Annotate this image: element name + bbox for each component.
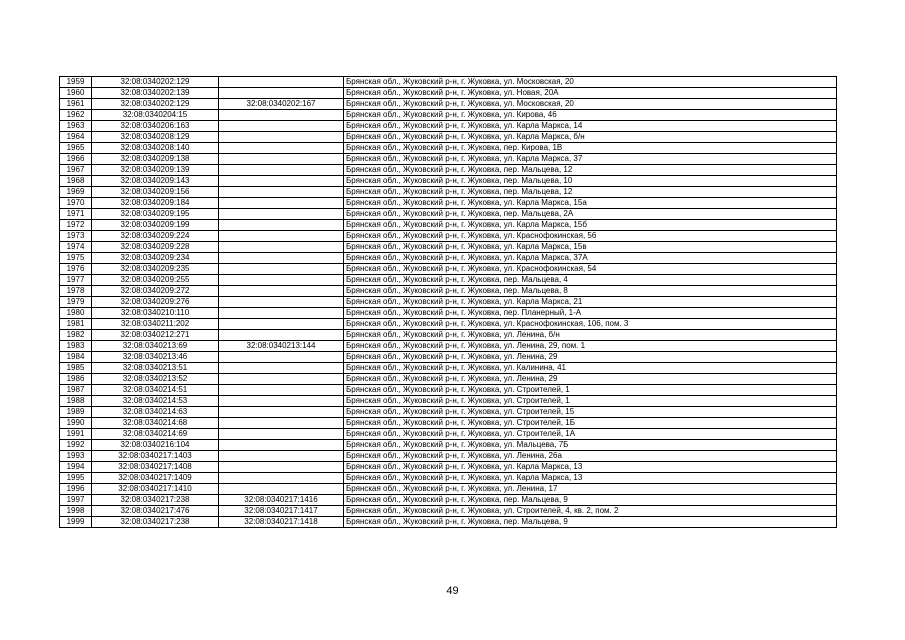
related-cadastral-number-cell <box>219 462 344 473</box>
row-number-cell: 1991 <box>60 429 92 440</box>
row-number-cell: 1980 <box>60 308 92 319</box>
table-row <box>60 132 837 143</box>
row-number-cell: 1977 <box>60 275 92 286</box>
address-cell: Брянская обл., Жуковский р-н, г. Жуковка, ул. Московская, 20 <box>344 77 837 88</box>
table-row <box>60 198 837 209</box>
table-row <box>60 165 837 176</box>
cadastral-number-cell: 32:08:0340216:104 <box>92 440 219 451</box>
related-cadastral-number-cell <box>219 407 344 418</box>
cadastral-number-cell: 32:08:0340217:476 <box>92 506 219 517</box>
page-number: 49 <box>446 585 459 597</box>
related-cadastral-number-cell <box>219 473 344 484</box>
table-row <box>60 363 837 374</box>
address-cell: Брянская обл., Жуковский р-н, г. Жуковка, ул. Карла Маркса, 21 <box>344 297 837 308</box>
cadastral-number-cell: 32:08:0340214:63 <box>92 407 219 418</box>
table-row <box>60 517 837 528</box>
related-cadastral-number-cell <box>219 187 344 198</box>
table-row <box>60 484 837 495</box>
row-number-cell: 1966 <box>60 154 92 165</box>
row-number-cell: 1993 <box>60 451 92 462</box>
related-cadastral-number-cell <box>219 396 344 407</box>
table-row <box>60 110 837 121</box>
table-row <box>60 121 837 132</box>
related-cadastral-number-cell <box>219 429 344 440</box>
related-cadastral-number-cell <box>219 154 344 165</box>
address-cell: Брянская обл., Жуковский р-н, г. Жуковка, пер. Планерный, 1-А <box>344 308 837 319</box>
table-row <box>60 77 837 88</box>
related-cadastral-number-cell <box>219 352 344 363</box>
row-number-cell: 1987 <box>60 385 92 396</box>
related-cadastral-number-cell <box>219 110 344 121</box>
row-number-cell: 1981 <box>60 319 92 330</box>
row-number-cell: 1961 <box>60 99 92 110</box>
table-row <box>60 341 837 352</box>
cadastral-number-cell: 32:08:0340209:255 <box>92 275 219 286</box>
table-row <box>60 352 837 363</box>
address-cell: Брянская обл., Жуковский р-н, г. Жуковка, ул. Карла Маркса, 15а <box>344 198 837 209</box>
table-row <box>60 143 837 154</box>
cadastral-number-cell: 32:08:0340217:1403 <box>92 451 219 462</box>
table-row <box>60 495 837 506</box>
cadastral-number-cell: 32:08:0340217:1409 <box>92 473 219 484</box>
related-cadastral-number-cell <box>219 88 344 99</box>
cadastral-number-cell: 32:08:0340209:199 <box>92 220 219 231</box>
address-cell: Брянская обл., Жуковский р-н, г. Жуковка, ул. Краснофокинская, 54 <box>344 264 837 275</box>
related-cadastral-number-cell <box>219 374 344 385</box>
address-cell: Брянская обл., Жуковский р-н, г. Жуковка, пер. Мальцева, 4 <box>344 275 837 286</box>
related-cadastral-number-cell: 32:08:0340202:167 <box>219 99 344 110</box>
address-cell: Брянская обл., Жуковский р-н, г. Жуковка, ул. Мальцева, 7Б <box>344 440 837 451</box>
row-number-cell: 1965 <box>60 143 92 154</box>
cadastral-number-cell: 32:08:0340209:235 <box>92 264 219 275</box>
row-number-cell: 1996 <box>60 484 92 495</box>
related-cadastral-number-cell <box>219 165 344 176</box>
cadastral-number-cell: 32:08:0340217:238 <box>92 517 219 528</box>
address-cell: Брянская обл., Жуковский р-н, г. Жуковка, ул. Карла Маркса, 15б <box>344 220 837 231</box>
address-cell: Брянская обл., Жуковский р-н, г. Жуковка, ул. Кирова, 46 <box>344 110 837 121</box>
row-number-cell: 1990 <box>60 418 92 429</box>
related-cadastral-number-cell <box>219 176 344 187</box>
address-cell: Брянская обл., Жуковский р-н, г. Жуковка, ул. Карла Маркса, 37А <box>344 253 837 264</box>
address-cell: Брянская обл., Жуковский р-н, г. Жуковка, ул. Краснофокинская, 56 <box>344 231 837 242</box>
cadastral-number-cell: 32:08:0340206:163 <box>92 121 219 132</box>
related-cadastral-number-cell: 32:08:0340213:144 <box>219 341 344 352</box>
related-cadastral-number-cell <box>219 418 344 429</box>
address-cell: Брянская обл., Жуковский р-н, г. Жуковка, ул. Калинина, 41 <box>344 363 837 374</box>
related-cadastral-number-cell <box>219 143 344 154</box>
related-cadastral-number-cell <box>219 484 344 495</box>
related-cadastral-number-cell <box>219 275 344 286</box>
row-number-cell: 1999 <box>60 517 92 528</box>
related-cadastral-number-cell <box>219 286 344 297</box>
row-number-cell: 1983 <box>60 341 92 352</box>
related-cadastral-number-cell <box>219 308 344 319</box>
cadastral-number-cell: 32:08:0340209:228 <box>92 242 219 253</box>
row-number-cell: 1963 <box>60 121 92 132</box>
address-cell: Брянская обл., Жуковский р-н, г. Жуковка, ул. Строителей, 4, кв. 2, пом. 2 <box>344 506 837 517</box>
related-cadastral-number-cell <box>219 451 344 462</box>
row-number-cell: 1968 <box>60 176 92 187</box>
address-cell: Брянская обл., Жуковский р-н, г. Жуковка, ул. Ленина, 17 <box>344 484 837 495</box>
cadastral-number-cell: 32:08:0340211:202 <box>92 319 219 330</box>
table-row <box>60 451 837 462</box>
address-cell: Брянская обл., Жуковский р-н, г. Жуковка, пер. Мальцева, 12 <box>344 187 837 198</box>
address-cell: Брянская обл., Жуковский р-н, г. Жуковка, ул. Карла Маркса, 15в <box>344 242 837 253</box>
table-row <box>60 154 837 165</box>
address-cell: Брянская обл., Жуковский р-н, г. Жуковка, пер. Мальцева, 2А <box>344 209 837 220</box>
address-cell: Брянская обл., Жуковский р-н, г. Жуковка, ул. Карла Маркса, 13 <box>344 473 837 484</box>
address-cell: Брянская обл., Жуковский р-н, г. Жуковка, ул. Ленина, 29 <box>344 374 837 385</box>
table-row <box>60 253 837 264</box>
row-number-cell: 1960 <box>60 88 92 99</box>
cadastral-number-cell: 32:08:0340202:129 <box>92 77 219 88</box>
cadastral-number-cell: 32:08:0340209:272 <box>92 286 219 297</box>
row-number-cell: 1985 <box>60 363 92 374</box>
row-number-cell: 1979 <box>60 297 92 308</box>
related-cadastral-number-cell <box>219 242 344 253</box>
cadastral-number-cell: 32:08:0340210:110 <box>92 308 219 319</box>
row-number-cell: 1959 <box>60 77 92 88</box>
address-cell: Брянская обл., Жуковский р-н, г. Жуковка, ул. Ленина, 29 <box>344 352 837 363</box>
table-row <box>60 374 837 385</box>
row-number-cell: 1984 <box>60 352 92 363</box>
row-number-cell: 1971 <box>60 209 92 220</box>
address-cell: Брянская обл., Жуковский р-н, г. Жуковка, ул. Строителей, 1 <box>344 385 837 396</box>
cadastral-number-cell: 32:08:0340214:69 <box>92 429 219 440</box>
address-cell: Брянская обл., Жуковский р-н, г. Жуковка, ул. Краснофокинская, 106, пом. 3 <box>344 319 837 330</box>
table-row <box>60 176 837 187</box>
table-row <box>60 330 837 341</box>
row-number-cell: 1998 <box>60 506 92 517</box>
address-cell: Брянская обл., Жуковский р-н, г. Жуковка, пер. Мальцева, 8 <box>344 286 837 297</box>
cadastral-number-cell: 32:08:0340204:15 <box>92 110 219 121</box>
address-cell: Брянская обл., Жуковский р-н, г. Жуковка, ул. Строителей, 15 <box>344 407 837 418</box>
table-row <box>60 264 837 275</box>
table-row <box>60 231 837 242</box>
row-number-cell: 1964 <box>60 132 92 143</box>
table-row <box>60 440 837 451</box>
related-cadastral-number-cell <box>219 319 344 330</box>
table-row <box>60 297 837 308</box>
address-cell: Брянская обл., Жуковский р-н, г. Жуковка, ул. Карла Маркса, 13 <box>344 462 837 473</box>
row-number-cell: 1967 <box>60 165 92 176</box>
table-row <box>60 286 837 297</box>
address-cell: Брянская обл., Жуковский р-н, г. Жуковка, ул. Карла Маркса, б/н <box>344 132 837 143</box>
cadastral-number-cell: 32:08:0340214:68 <box>92 418 219 429</box>
address-cell: Брянская обл., Жуковский р-н, г. Жуковка, пер. Мальцева, 12 <box>344 165 837 176</box>
row-number-cell: 1997 <box>60 495 92 506</box>
address-cell: Брянская обл., Жуковский р-н, г. Жуковка, ул. Московская, 20 <box>344 99 837 110</box>
cadastral-number-cell: 32:08:0340213:69 <box>92 341 219 352</box>
cadastral-number-cell: 32:08:0340209:184 <box>92 198 219 209</box>
row-number-cell: 1988 <box>60 396 92 407</box>
table-row <box>60 275 837 286</box>
cadastral-number-cell: 32:08:0340208:140 <box>92 143 219 154</box>
cadastral-number-cell: 32:08:0340209:139 <box>92 165 219 176</box>
row-number-cell: 1972 <box>60 220 92 231</box>
table-row <box>60 462 837 473</box>
table-row <box>60 308 837 319</box>
related-cadastral-number-cell <box>219 253 344 264</box>
row-number-cell: 1970 <box>60 198 92 209</box>
cadastral-number-cell: 32:08:0340214:53 <box>92 396 219 407</box>
cadastral-number-cell: 32:08:0340217:1408 <box>92 462 219 473</box>
address-cell: Брянская обл., Жуковский р-н, г. Жуковка, ул. Строителей, 1Б <box>344 418 837 429</box>
cadastral-number-cell: 32:08:0340209:195 <box>92 209 219 220</box>
address-cell: Брянская обл., Жуковский р-н, г. Жуковка, ул. Ленина, б/н <box>344 330 837 341</box>
cadastral-number-cell: 32:08:0340209:234 <box>92 253 219 264</box>
table-row <box>60 319 837 330</box>
related-cadastral-number-cell <box>219 220 344 231</box>
table-row <box>60 242 837 253</box>
cadastral-number-cell: 32:08:0340209:224 <box>92 231 219 242</box>
cadastral-number-cell: 32:08:0340209:276 <box>92 297 219 308</box>
row-number-cell: 1995 <box>60 473 92 484</box>
cadastral-number-cell: 32:08:0340214:51 <box>92 385 219 396</box>
row-number-cell: 1992 <box>60 440 92 451</box>
table-row <box>60 99 837 110</box>
cadastral-number-cell: 32:08:0340213:51 <box>92 363 219 374</box>
address-cell: Брянская обл., Жуковский р-н, г. Жуковка, ул. Карла Маркса, 14 <box>344 121 837 132</box>
cadastral-number-cell: 32:08:0340209:156 <box>92 187 219 198</box>
property-registry-table <box>59 76 837 528</box>
table-row <box>60 385 837 396</box>
related-cadastral-number-cell <box>219 264 344 275</box>
related-cadastral-number-cell <box>219 297 344 308</box>
address-cell: Брянская обл., Жуковский р-н, г. Жуковка, пер. Кирова, 1В <box>344 143 837 154</box>
related-cadastral-number-cell: 32:08:0340217:1417 <box>219 506 344 517</box>
table-row <box>60 220 837 231</box>
cadastral-number-cell: 32:08:0340217:238 <box>92 495 219 506</box>
related-cadastral-number-cell: 32:08:0340217:1418 <box>219 517 344 528</box>
related-cadastral-number-cell <box>219 77 344 88</box>
row-number-cell: 1974 <box>60 242 92 253</box>
address-cell: Брянская обл., Жуковский р-н, г. Жуковка, ул. Ленина, 29, пом. 1 <box>344 341 837 352</box>
address-cell: Брянская обл., Жуковский р-н, г. Жуковка, ул. Строителей, 1 <box>344 396 837 407</box>
address-cell: Брянская обл., Жуковский р-н, г. Жуковка, пер. Мальцева, 9 <box>344 495 837 506</box>
table-row <box>60 506 837 517</box>
table-row <box>60 418 837 429</box>
table-row <box>60 429 837 440</box>
cadastral-number-cell: 32:08:0340217:1410 <box>92 484 219 495</box>
cadastral-number-cell: 32:08:0340213:46 <box>92 352 219 363</box>
cadastral-number-cell: 32:08:0340212:271 <box>92 330 219 341</box>
table-row <box>60 187 837 198</box>
related-cadastral-number-cell <box>219 209 344 220</box>
cadastral-number-cell: 32:08:0340213:52 <box>92 374 219 385</box>
row-number-cell: 1969 <box>60 187 92 198</box>
address-cell: Брянская обл., Жуковский р-н, г. Жуковка, пер. Мальцева, 10 <box>344 176 837 187</box>
row-number-cell: 1973 <box>60 231 92 242</box>
row-number-cell: 1976 <box>60 264 92 275</box>
address-cell: Брянская обл., Жуковский р-н, г. Жуковка, ул. Новая, 20А <box>344 88 837 99</box>
related-cadastral-number-cell <box>219 132 344 143</box>
cadastral-number-cell: 32:08:0340202:129 <box>92 99 219 110</box>
related-cadastral-number-cell <box>219 330 344 341</box>
table-row <box>60 209 837 220</box>
related-cadastral-number-cell <box>219 440 344 451</box>
row-number-cell: 1986 <box>60 374 92 385</box>
related-cadastral-number-cell <box>219 385 344 396</box>
address-cell: Брянская обл., Жуковский р-н, г. Жуковка, ул. Ленина, 26а <box>344 451 837 462</box>
table-row <box>60 407 837 418</box>
cadastral-number-cell: 32:08:0340202:139 <box>92 88 219 99</box>
address-cell: Брянская обл., Жуковский р-н, г. Жуковка, ул. Строителей, 1А <box>344 429 837 440</box>
row-number-cell: 1962 <box>60 110 92 121</box>
cadastral-number-cell: 32:08:0340209:138 <box>92 154 219 165</box>
row-number-cell: 1989 <box>60 407 92 418</box>
related-cadastral-number-cell <box>219 363 344 374</box>
related-cadastral-number-cell <box>219 198 344 209</box>
row-number-cell: 1982 <box>60 330 92 341</box>
table-row <box>60 396 837 407</box>
address-cell: Брянская обл., Жуковский р-н, г. Жуковка, пер. Мальцева, 9 <box>344 517 837 528</box>
table-row <box>60 473 837 484</box>
cadastral-number-cell: 32:08:0340208:129 <box>92 132 219 143</box>
row-number-cell: 1978 <box>60 286 92 297</box>
related-cadastral-number-cell: 32:08:0340217:1416 <box>219 495 344 506</box>
table-row <box>60 88 837 99</box>
registry-table-body <box>60 77 837 528</box>
related-cadastral-number-cell <box>219 121 344 132</box>
address-cell: Брянская обл., Жуковский р-н, г. Жуковка, ул. Карла Маркса, 37 <box>344 154 837 165</box>
row-number-cell: 1975 <box>60 253 92 264</box>
row-number-cell: 1994 <box>60 462 92 473</box>
related-cadastral-number-cell <box>219 231 344 242</box>
cadastral-number-cell: 32:08:0340209:143 <box>92 176 219 187</box>
